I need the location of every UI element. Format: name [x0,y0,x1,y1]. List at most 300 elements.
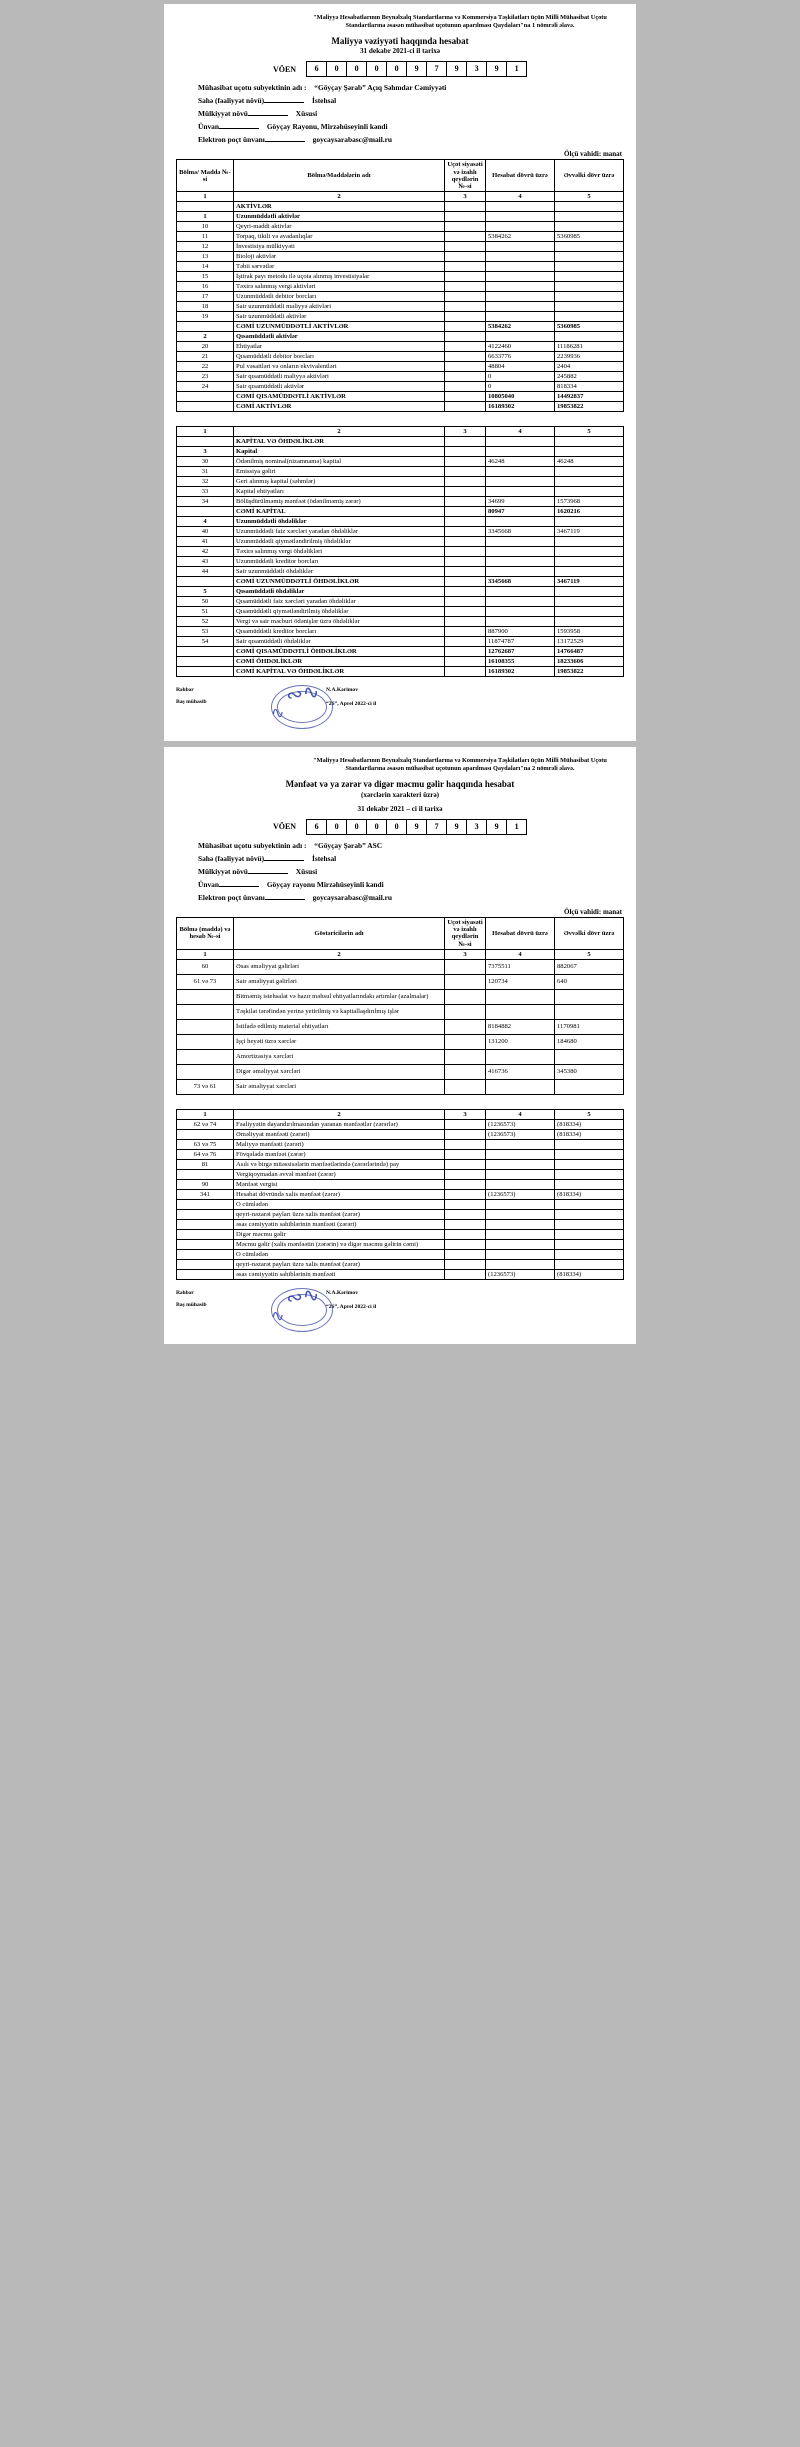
cell-p [445,282,486,292]
table-row [177,392,624,402]
cell-n: 63 və 75 [177,1139,234,1149]
table-row [177,252,624,262]
signature-scribble-icon: ∿ [270,704,286,723]
report1-subtitle: 31 dekabr 2021-ci il tarixə [359,47,441,56]
cell-c5: (818334) [555,1129,624,1139]
table-row [177,232,624,242]
table-row [177,437,624,447]
cell-name: Təşkilat tərəfindən yerinə yetirilmiş və kapitallaşdırılmış işlər [234,1004,445,1019]
cell-c4 [486,487,555,497]
cell-c5 [555,1169,624,1179]
cell-n: 18 [177,302,234,312]
cell-name: Asılı və birgə müəssisələrin mənfəətlərində (zərərlərində) pay [234,1159,445,1169]
cell-p [445,1004,486,1019]
cell-name: Digər əməliyyat xərcləri [234,1064,445,1079]
cell-c5: 640 [555,974,624,989]
field-value: Göyçay Rayonu, Mirzəhüseyinli kəndi [266,122,388,132]
voen-digit: 7 [426,61,446,77]
cell-c5 [555,437,624,447]
voen-digit: 9 [486,61,506,77]
table-row [177,627,624,637]
voen-digit: 6 [306,61,326,77]
col-header-previous: Əvvəlki dövr üzrə [555,160,624,192]
cell-n: 5 [177,587,234,597]
table-row [177,402,624,412]
cell-c4: 0 [486,372,555,382]
cell-n: 41 [177,537,234,547]
cell-name: Vergiqoymadan əvvəl mənfəət (zərər) [234,1169,445,1179]
table-row [177,974,624,989]
cell-name: CƏMİ QISAMÜDDƏTLİ ÖHDƏLİKLƏR [234,647,445,657]
voen-digit: 3 [466,819,486,835]
cell-c5 [555,262,624,272]
cell-name: Qısamüddətli qiymətləndirilmiş öhdəliklər [234,607,445,617]
cell-c5 [555,597,624,607]
cell-n: 51 [177,607,234,617]
cell-c5 [555,1239,624,1249]
voen-label: VÖEN [272,822,297,832]
table-row [177,1139,624,1149]
report1-signature-block [176,681,624,733]
table-row [177,537,624,547]
cell-n [177,1199,234,1209]
voen-digit: 7 [426,819,446,835]
cell-c5: 14766487 [555,647,624,657]
cell-name: Sair qısamüddətli aktivlər [234,382,445,392]
voen-digit: 6 [306,819,326,835]
cell-c4 [486,1199,555,1209]
cell-n: 19 [177,312,234,322]
cell-name: Sair əməliyyat gəlirləri [234,974,445,989]
field-email [198,135,624,144]
signature-scribble-icon: ∿ [270,1307,286,1326]
cell-n: 40 [177,527,234,537]
table-row [177,567,624,577]
cell-name: Torpaq, tikili və avadanlıqlar [234,232,445,242]
colnum: 1 [177,1109,234,1119]
cell-p [445,467,486,477]
cell-name: Uzunmüddətli debitor borcları [234,292,445,302]
cell-c4 [486,477,555,487]
colnum: 2 [234,427,445,437]
cell-p [445,252,486,262]
voen-digit: 9 [486,819,506,835]
cell-p [445,627,486,637]
cell-name: KAPİTAL VƏ ÖHDƏLİKLƏR [234,437,445,447]
col-header-current: Hesabat dövrü üzrə [486,917,555,949]
colnum: 4 [486,949,555,959]
cell-n: 1 [177,212,234,222]
field-value: goycaysarabasc@mail.ru [312,892,393,902]
cell-c4 [486,597,555,607]
colnum: 3 [445,427,486,437]
cell-c5 [555,1199,624,1209]
table-row [177,517,624,527]
cell-c4: (1236573) [486,1189,555,1199]
cell-c5: 11186281 [555,342,624,352]
cell-c5 [555,272,624,282]
table-row [177,1239,624,1249]
cell-c4 [486,312,555,322]
cell-n: 15 [177,272,234,282]
cell-p [445,272,486,282]
table-header-row [177,917,624,949]
cell-c4: 46248 [486,457,555,467]
voen-digit: 0 [326,819,346,835]
cell-n: 14 [177,262,234,272]
colnum: 5 [555,1109,624,1119]
table-colnum-row [177,192,624,202]
cell-p [445,292,486,302]
cell-c4 [486,1079,555,1094]
table-row [177,527,624,537]
cell-n [177,322,234,332]
cell-name: İştirak payı metodu ilə uçota alınmış investisiyalar [234,272,445,282]
report2-subtitle: 31 dekabr 2021 – ci il tarixə [357,804,443,813]
cell-c5 [555,1219,624,1229]
cell-name: Ödənilmiş nominal(nizamnamə) kapital [234,457,445,467]
cell-name: Qeyri-maddi aktivlər [234,222,445,232]
cell-name: O cümlədən [234,1199,445,1209]
cell-c5: 19853822 [555,667,624,677]
cell-n: 16 [177,282,234,292]
cell-c4: 12762687 [486,647,555,657]
cell-n [177,1034,234,1049]
cell-p [445,1189,486,1199]
voen-digit-boxes [306,61,527,77]
cell-name: Fəaliyyətin dayandırılmasından yaranan mənfəətlər (zərərlər) [234,1119,445,1129]
cell-n: 34 [177,497,234,507]
cell-p [445,1034,486,1049]
cell-c4 [486,437,555,447]
field-activity [198,96,624,105]
cell-p [445,1129,486,1139]
field-label: Mühasibat uçotu subyektinin adı : [198,840,307,850]
table-colnum-row [177,1109,624,1119]
cell-n: 33 [177,487,234,497]
report1-assets-table [176,159,624,412]
col-header-code: Bölmə/ Maddə №-si [177,160,234,192]
cell-p [445,1209,486,1219]
cell-n: 42 [177,547,234,557]
cell-c5 [555,292,624,302]
cell-c4 [486,292,555,302]
cell-c5 [555,557,624,567]
cell-p [445,352,486,362]
col-header-note: Uçot siyasəti və izahlı qeydlərin №-si [445,917,486,949]
cell-name: Kapital [234,447,445,457]
cell-c5 [555,547,624,557]
cell-c5: 3467119 [555,577,624,587]
cell-c5 [555,1079,624,1094]
cell-c4 [486,1049,555,1064]
table-row [177,577,624,587]
cell-c4: 8184882 [486,1019,555,1034]
cell-n: 52 [177,617,234,627]
cell-name: Bitməmiş istehsalat və hazır məhsul ehtiyatlarındakı artımlar (azalmalar) [234,989,445,1004]
cell-c4 [486,1219,555,1229]
field-value: goycaysarabasc@mail.ru [312,135,393,145]
table-header-row [177,160,624,192]
field-address [198,880,624,889]
cell-n: 20 [177,342,234,352]
table-row [177,212,624,222]
table-row [177,1159,624,1169]
cell-p [445,447,486,457]
voen-digit: 3 [466,61,486,77]
table-row [177,587,624,597]
table-row [177,1019,624,1034]
cell-c5: 5360985 [555,232,624,242]
table-row [177,222,624,232]
cell-n: 32 [177,477,234,487]
voen-digit: 0 [346,819,366,835]
cell-c5 [555,202,624,212]
report2-unit: Ölçü vahidi: manat [564,907,622,916]
report2-profit-table [176,1109,624,1280]
colnum: 1 [177,192,234,202]
cell-n [177,392,234,402]
cell-name: Əməliyyat mənfəəti (zərəri) [234,1129,445,1139]
cell-n: 53 [177,627,234,637]
cell-p [445,202,486,212]
cell-c5 [555,487,624,497]
colnum: 2 [234,1109,445,1119]
colnum: 4 [486,1109,555,1119]
cell-c4: 887900 [486,627,555,637]
cell-n: 21 [177,352,234,362]
cell-n: 17 [177,292,234,302]
cell-name: Ehtiyatlar [234,342,445,352]
field-entity-name [198,83,624,92]
report2-voen-row [176,819,624,835]
cell-c5: 1620216 [555,507,624,517]
report2-title2: (xərclərin xarakteri üzrə) [360,790,440,799]
cell-p [445,477,486,487]
cell-c5 [555,252,624,262]
table-row [177,467,624,477]
cell-c4 [486,989,555,1004]
field-label: Ünvan [198,879,219,889]
colnum: 3 [445,192,486,202]
table-row [177,989,624,1004]
cell-name: Uzunmüddətli qiymətləndirilmiş öhdəliklər [234,537,445,547]
cell-name: Uzunmüddətli faiz xərcləri yaradan öhdəliklər [234,527,445,537]
table-row [177,1269,624,1279]
table-row [177,1249,624,1259]
cell-name: Məcmu gəlir (xalis mənfəətin (zərərin) və digər məcmu gəlirin cəmi) [234,1239,445,1249]
cell-p [445,527,486,537]
table-row [177,362,624,372]
cell-c5 [555,282,624,292]
cell-n [177,1064,234,1079]
cell-c5 [555,332,624,342]
cell-name: Qısamüddətli öhdəliklər [234,587,445,597]
cell-name: əsas cəmiyyətin sahiblərinin mənfəəti (zərəri) [234,1219,445,1229]
cell-p [445,362,486,372]
cell-c4 [486,212,555,222]
cell-p [445,507,486,517]
colnum: 5 [555,949,624,959]
field-label: Elektron poçt ünvanı [198,892,265,902]
table-row [177,507,624,517]
voen-digit: 0 [366,61,386,77]
signature-date: “26”, Aprel 2022-ci il [326,701,377,708]
cell-c5 [555,607,624,617]
cell-c5: 5360985 [555,322,624,332]
field-value: Xüsusi [295,109,318,119]
table-row [177,487,624,497]
cell-n: 62 və 74 [177,1119,234,1129]
cell-n: 90 [177,1179,234,1189]
cell-c4 [486,242,555,252]
voen-digit: 1 [506,61,527,77]
cell-n: 30 [177,457,234,467]
cell-p [445,1064,486,1079]
cell-p [445,959,486,974]
field-label: Sahə (fəaliyyət növü) [198,853,265,863]
field-ownership [198,867,624,876]
cell-c5 [555,567,624,577]
table-row [177,607,624,617]
table-row [177,447,624,457]
cell-name: CƏMİ KAPİTAL VƏ ÖHDƏLİKLƏR [234,667,445,677]
cell-c4 [486,332,555,342]
report2-income-table [176,917,624,1095]
table-row [177,262,624,272]
cell-p [445,1229,486,1239]
cell-c5 [555,1249,624,1259]
cell-c5 [555,537,624,547]
cell-n: 2 [177,332,234,342]
cell-n: 54 [177,637,234,647]
report1-title: Maliyyə vəziyyəti haqqında hesabat [331,35,469,46]
table-row [177,657,624,667]
report1-voen-row [176,61,624,77]
colnum: 1 [177,427,234,437]
field-entity-name [198,841,624,850]
cell-name: İşçi heyəti üzrə xərclər [234,1034,445,1049]
cell-c5 [555,212,624,222]
table-row [177,242,624,252]
voen-digit: 0 [366,819,386,835]
table-row [177,497,624,507]
cell-c4 [486,607,555,617]
cell-name: Sair əməliyyat xərcləri [234,1079,445,1094]
cell-c4: 0 [486,382,555,392]
cell-c5: 1170981 [555,1019,624,1034]
cell-name: CƏMİ UZUNMÜDDƏTLİ AKTİVLƏR [234,322,445,332]
cell-c5 [555,517,624,527]
cell-n [177,1129,234,1139]
cell-c4: (1236573) [486,1269,555,1279]
cell-n: 43 [177,557,234,567]
cell-n: 11 [177,232,234,242]
cell-c5: 18233606 [555,657,624,667]
cell-c4 [486,1004,555,1019]
field-activity [198,854,624,863]
voen-digit: 9 [446,61,466,77]
field-value: “Göyçay Şərab” Açıq Səhmdar Cəmiyyəti [314,83,447,93]
financial-position-report [164,4,636,741]
cell-n [177,1229,234,1239]
director-label: Rəhbər [176,687,194,694]
cell-n: 64 və 76 [177,1149,234,1159]
cell-name: Uzunmüddətli aktivlər [234,212,445,222]
col-header-code: Bölmə (maddə) və hesab №-si [177,917,234,949]
cell-name: İstifadə edilmiş material ehtiyatları [234,1019,445,1034]
cell-n [177,647,234,657]
colnum: 5 [555,427,624,437]
field-label: Mühasibat uçotu subyektinin adı : [198,83,307,93]
cell-c4 [486,1149,555,1159]
cell-p [445,1119,486,1129]
cell-name: Bioloji aktivlər [234,252,445,262]
report2-title: Mənfəət və ya zərər və digər məcmu gəlir haqqında hesabat [285,779,515,790]
table-row [177,637,624,647]
cell-n: 81 [177,1159,234,1169]
cell-n: 4 [177,517,234,527]
cell-p [445,342,486,352]
cell-n [177,667,234,677]
cell-p [445,1199,486,1209]
cell-c4: 16189302 [486,402,555,412]
cell-name: Təxirə salınmış vergi öhdəlikləri [234,547,445,557]
cell-c5 [555,1139,624,1149]
cell-c4: 16189302 [486,667,555,677]
cell-c5: (818334) [555,1119,624,1129]
cell-n [177,1019,234,1034]
table-row [177,1049,624,1064]
cell-c4 [486,1139,555,1149]
table-row [177,202,624,212]
voen-digit: 0 [326,61,346,77]
cell-name: Qısamüddətli debitor borcları [234,352,445,362]
field-label: Sahə (fəaliyyət növü) [198,96,265,106]
cell-n: 341 [177,1189,234,1199]
director-name: N.A.Kərimov [326,1289,359,1296]
cell-name: Əsas əməliyyat gəlirləri [234,959,445,974]
cell-p [445,657,486,667]
cell-name: CƏMİ KAPİTAL [234,507,445,517]
cell-n [177,1209,234,1219]
colnum: 2 [234,949,445,959]
table-row [177,457,624,467]
cell-name: Təbii sərvətlər [234,262,445,272]
report1-header-note: "Maliyyə Hesabatlarının Beynəlxalq Standartlarına və Kommersiya Təşkilatları üçün Milli Mühasibat Uçotu Standartlarına əsasən mühasibat uçotunun aparılması Qaydaları"na 1 nömrəli əlavə. [313,14,607,29]
cell-name: Qısamüddətli kreditor borcları [234,627,445,637]
cell-c5 [555,312,624,322]
cell-name: Mənfəət vergisi [234,1179,445,1189]
cell-n [177,202,234,212]
cell-c4 [486,1249,555,1259]
cell-c4 [486,1169,555,1179]
table-row [177,1004,624,1019]
table-colnum-row [177,427,624,437]
cell-p [445,212,486,222]
cell-c4: 6633776 [486,352,555,362]
field-label: Ünvan [198,122,219,132]
table-colnum-row [177,949,624,959]
cell-c4 [486,1229,555,1239]
cell-p [445,637,486,647]
cell-p [445,312,486,322]
cell-n: 10 [177,222,234,232]
cell-p [445,242,486,252]
cell-name: Hesabat dövründə xalis mənfəət (zərər) [234,1189,445,1199]
cell-c4: 120734 [486,974,555,989]
table-row [177,332,624,342]
